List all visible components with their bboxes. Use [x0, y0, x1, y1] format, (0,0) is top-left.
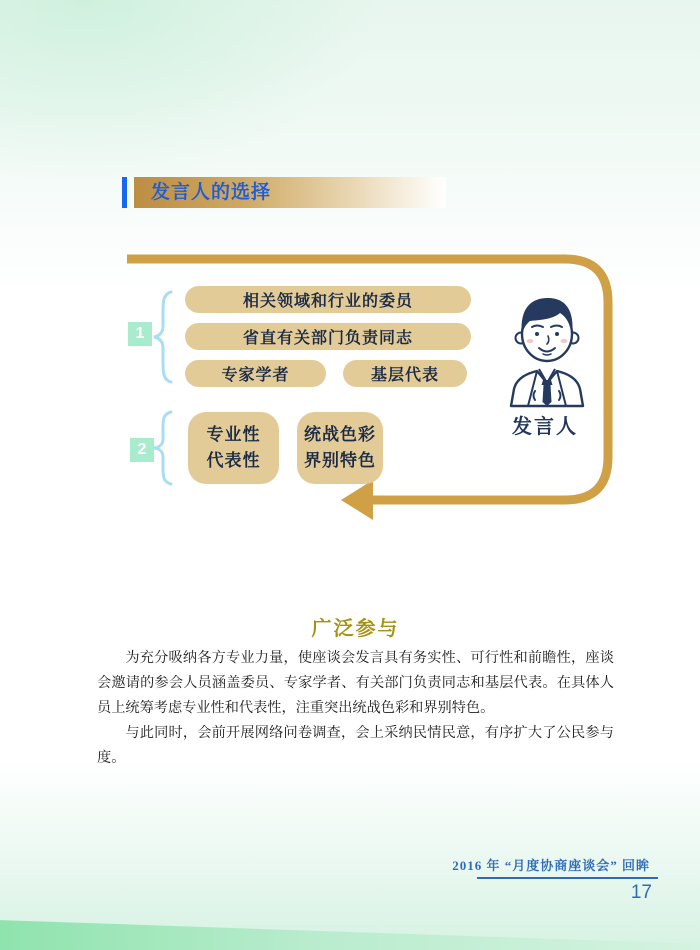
paragraph: 为充分吸纳各方专业力量，使座谈会发言具有务实性、可行性和前瞻性，座谈会邀请的参会人员涵盖委员、专家学者、有关部门负责同志和基层代表。在具体人员上统筹考虑专业性和代表性，注重突出统战色彩和界别特色。: [97, 650, 614, 716]
diagram-box-grassroots: 基层代表: [343, 360, 467, 387]
box-line: 代表性: [206, 451, 261, 470]
diagram-box-departments: 省直有关部门负责同志: [185, 323, 471, 350]
body-text: [97, 646, 614, 771]
diagram-box-experts: 专家学者: [185, 360, 326, 387]
box-line: 专业性: [206, 425, 261, 444]
brace-icon: [150, 409, 176, 487]
header-accent-bar: [122, 177, 127, 208]
page-number: 17: [630, 882, 652, 903]
group2-number-badge: 2: [130, 438, 154, 462]
footer-divider: [477, 877, 658, 879]
section-title: 广泛参与: [311, 618, 400, 640]
diagram-box-committee: 相关领域和行业的委员: [185, 286, 471, 313]
box-line: 界别特色: [304, 451, 376, 470]
speaker-avatar-icon: [497, 290, 597, 408]
bottom-green-wedge: [0, 916, 700, 950]
diagram-box-professional: [188, 412, 279, 484]
footer-caption: 2016 年 “月度协商座谈会” 回眸: [452, 858, 650, 873]
brace-icon: [150, 289, 176, 385]
speaker-label: 发言人: [512, 416, 578, 438]
header-gradient-bar: [134, 177, 446, 208]
box-line: 统战色彩: [304, 425, 376, 444]
group1-number-badge: 1: [128, 322, 152, 346]
paragraph: 与此同时，会前开展网络问卷调查，会上采纳民情民意，有序扩大了公民参与度。: [97, 725, 614, 766]
diagram-box-unitedfront: [297, 412, 383, 484]
page-title: 发言人的选择: [151, 182, 272, 203]
